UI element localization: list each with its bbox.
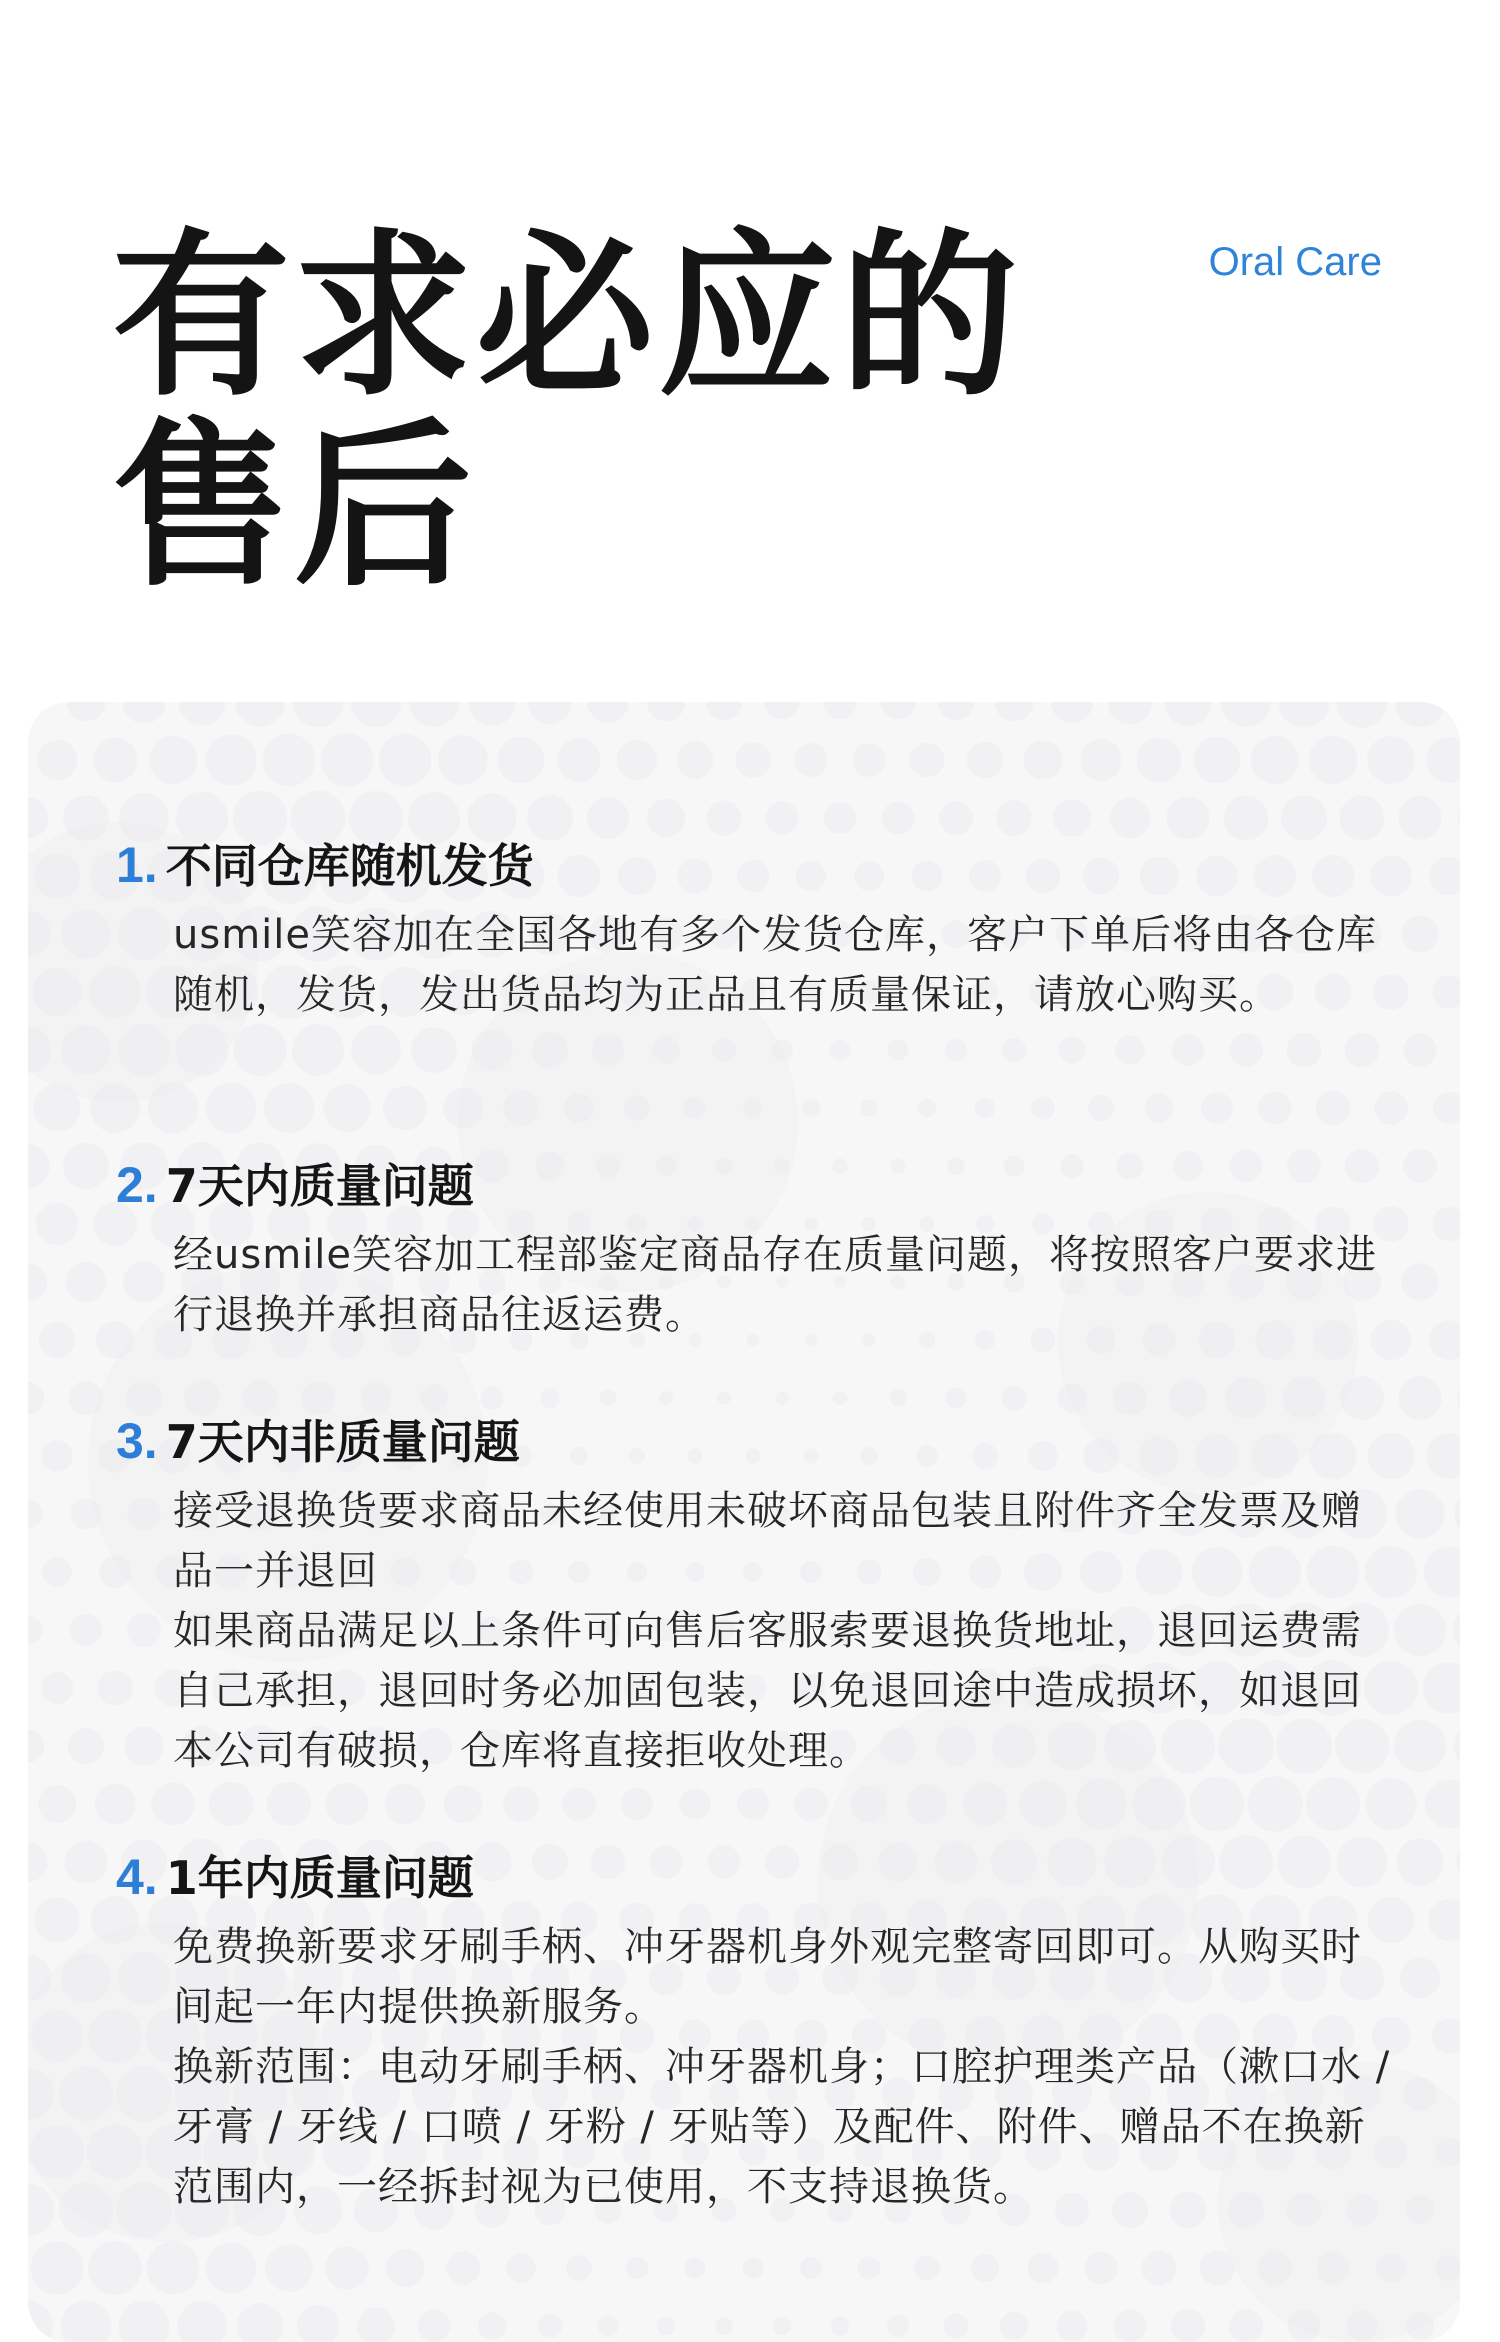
oral-care-tag: Oral Care — [1208, 240, 1382, 284]
page-title-line-2: 售后 — [112, 403, 476, 610]
policy-item-7day-quality — [116, 1154, 1396, 1345]
policy-title — [116, 834, 1396, 897]
policy-title — [116, 1154, 1396, 1217]
page-title-line-1: 有求必应的 — [112, 213, 1022, 420]
policy-title-text: 7天内非质量问题 — [165, 1415, 520, 1469]
policy-paragraph: 接受退换货要求商品未经使用未破坏商品包装且附件齐全发票及赠品一并退回 — [173, 1488, 1362, 1594]
policy-number: 4. — [116, 1849, 158, 1905]
policy-paragraph: 经usmile笑容加工程部鉴定商品存在质量问题，将按照客户要求进行退换并承担商品往返运费。 — [173, 1232, 1377, 1338]
policy-title-text: 1年内质量问题 — [165, 1851, 474, 1905]
policy-paragraph: usmile笑容加在全国各地有多个发货仓库，客户下单后将由各仓库随机，发货，发出货品均为正品且有质量保证，请放心购买。 — [173, 912, 1377, 1018]
policy-title — [116, 1846, 1396, 1909]
after-sales-card — [28, 702, 1460, 2342]
policy-paragraph: 免费换新要求牙刷手柄、冲牙器机身外观完整寄回即可。从购买时间起一年内提供换新服务。 — [173, 1924, 1362, 2030]
policy-number: 2. — [116, 1157, 158, 1213]
policy-number: 1. — [116, 837, 158, 893]
policy-body — [173, 905, 1393, 1025]
policy-paragraph: 换新范围：电动牙刷手柄、冲牙器机身；口腔护理类产品（漱口水 / 牙膏 / 牙线 / 口喷 / 牙粉 / 牙贴等）及配件、附件、赠品不在换新范围内，一经拆封视为已使用，不支持退换货。 — [173, 2044, 1391, 2210]
policy-title-text: 不同仓库随机发货 — [165, 839, 534, 893]
policy-title-text: 7天内质量问题 — [165, 1159, 474, 1213]
page-title — [112, 213, 1022, 610]
policy-body — [173, 1917, 1393, 2217]
policy-item-random-warehouse — [116, 834, 1396, 1025]
policy-body — [173, 1481, 1393, 1781]
policy-paragraph: 如果商品满足以上条件可向售后客服索要退换货地址，退回运费需自己承担，退回时务必加固包装，以免退回途中造成损坏，如退回本公司有破损，仓库将直接拒收处理。 — [173, 1608, 1362, 1774]
policy-title — [116, 1410, 1396, 1473]
policy-body — [173, 1225, 1393, 1345]
policy-item-7day-non-quality — [116, 1410, 1396, 1781]
policy-item-1year-quality — [116, 1846, 1396, 2217]
policy-list — [28, 702, 1460, 2342]
policy-number: 3. — [116, 1413, 158, 1469]
